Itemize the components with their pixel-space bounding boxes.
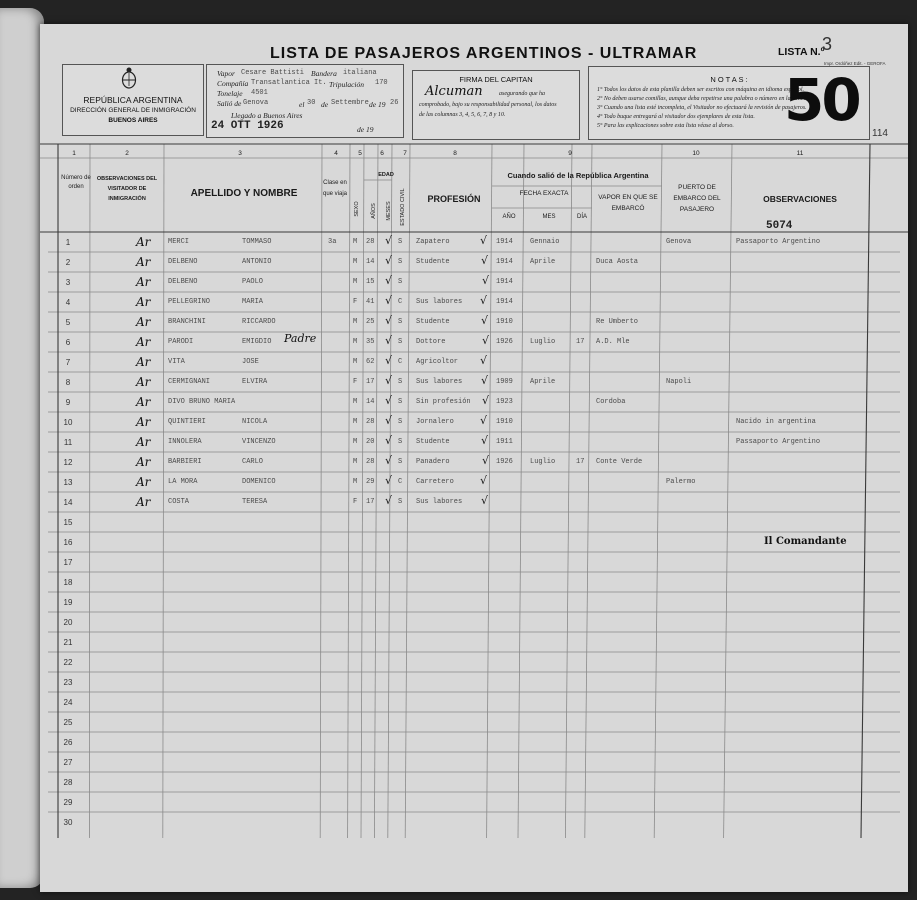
departure-year: 1909 [496, 378, 513, 386]
passenger-list-sheet [40, 24, 908, 892]
passenger-age: 35 [366, 338, 375, 346]
departure-month: Luglio [530, 458, 556, 466]
row-number: 16 [63, 538, 73, 547]
passenger-surname: BRANCHINI [168, 318, 206, 326]
departure-month: Luglio [530, 338, 556, 346]
visitor-check-mark: Ar [136, 415, 151, 429]
passenger-age: 20 [366, 438, 375, 446]
passenger-civil-status: S [398, 418, 403, 426]
row-number: 22 [63, 658, 73, 667]
row-number: 30 [63, 818, 73, 827]
row-number: 6 [65, 338, 71, 347]
lista-label: LISTA N.º [778, 46, 825, 58]
checkmark-icon: √ [385, 494, 393, 507]
passenger-profession: Sus labores [416, 498, 463, 506]
observaciones-number: 5074 [766, 220, 793, 232]
checkmark-icon: √ [481, 494, 489, 507]
passenger-sex: M [353, 318, 358, 326]
salio-el: el [299, 100, 305, 109]
departure-year: 1914 [496, 278, 513, 286]
checkmark-icon: √ [385, 434, 393, 447]
passenger-surname: COSTA [168, 498, 190, 506]
row-number: 17 [63, 558, 73, 567]
departure-year: 1910 [496, 418, 513, 426]
passenger-civil-status: S [398, 318, 403, 326]
passenger-profession: Panadero [416, 458, 450, 466]
passenger-age: 14 [366, 258, 375, 266]
passenger-class: 3a [328, 238, 337, 246]
checkmark-icon: √ [480, 414, 488, 427]
checkmark-icon: √ [480, 354, 488, 367]
note-1: 1° Todos los datos de esta planilla deben ser escritos con máquina en idioma español. [597, 87, 805, 93]
checkmark-icon: √ [385, 474, 393, 487]
departure-year: 1926 [496, 338, 513, 346]
passenger-sex: M [353, 338, 358, 346]
salio-value: Genova [243, 99, 269, 107]
departure-year: 1926 [496, 458, 513, 466]
passenger-sex: F [353, 378, 358, 386]
header-clase: Clase en que viaja [322, 180, 348, 197]
departure-year: 1923 [496, 398, 513, 406]
passenger-surname: MERCI [168, 238, 190, 246]
passenger-civil-status: S [398, 278, 403, 286]
passenger-given-name: TOMMASO [242, 238, 272, 246]
departure-month: Gennaio [530, 238, 560, 246]
passenger-civil-status: S [398, 438, 403, 446]
departure-year: 1910 [496, 318, 513, 326]
col-number-5: 5 [358, 150, 362, 157]
passenger-profession: Sin profesión [416, 398, 471, 406]
captain-signature: Alcuman [425, 84, 483, 99]
row-number: 11 [63, 438, 73, 447]
header-ano: AÑO [502, 214, 516, 220]
salio-label: Salió de [217, 99, 242, 108]
passenger-given-name: PAOLO [242, 278, 264, 286]
passenger-surname: DELBENO [168, 258, 198, 266]
row-number: 5 [65, 318, 71, 327]
row-number: 27 [63, 758, 73, 767]
republic-name: REPÚBLICA ARGENTINA [83, 95, 183, 105]
passenger-sex: M [353, 458, 358, 466]
passenger-given-name: TERESA [242, 498, 268, 506]
header-vapor: VAPOR EN QUE SE EMBARCÓ [598, 194, 658, 212]
note-5: 5° Para las explicaciones sobre esta lista véase al dorso. [597, 123, 734, 129]
col-number-3: 3 [238, 150, 242, 157]
compania-value: Transatlantica It. [251, 79, 327, 87]
visitor-check-mark: Ar [136, 335, 151, 349]
row-number: 2 [65, 258, 71, 267]
checkmark-icon: √ [482, 454, 490, 467]
passenger-given-name: ELVIRA [242, 378, 268, 386]
notes-title: N O T A S : [710, 75, 748, 84]
city-name: BUENOS AIRES [108, 117, 158, 124]
checkmark-icon: √ [385, 274, 393, 287]
checkmark-icon: √ [385, 254, 393, 267]
passenger-profession: Studente [416, 318, 450, 326]
row-number: 28 [63, 778, 73, 787]
embark-port: Napoli [666, 378, 692, 386]
row-number: 3 [65, 278, 71, 287]
checkmark-icon: √ [385, 414, 393, 427]
row-number: 12 [63, 458, 73, 467]
checkmark-icon: √ [385, 234, 393, 247]
header-meses: MESES [386, 201, 392, 221]
departure-year: 1914 [496, 238, 513, 246]
row-number: 21 [63, 638, 73, 647]
header-numero-orden: Número de orden [61, 175, 91, 190]
passenger-age: 17 [366, 498, 375, 506]
passenger-given-name: DOMENICO [242, 478, 276, 486]
passenger-surname: LA MORA [168, 478, 198, 486]
note-4: 4° Todo buque entregará al visitador dos ejemplares de esta lista. [597, 114, 755, 120]
passenger-age: 41 [366, 298, 375, 306]
col-number-10: 10 [692, 150, 700, 157]
passenger-given-name: JOSE [242, 358, 259, 366]
passenger-sex: M [353, 258, 358, 266]
facing-page-edge [0, 8, 44, 888]
col-number-8: 8 [453, 150, 457, 157]
passenger-profession: Agricoltor [416, 358, 459, 366]
visitor-check-mark: Ar [136, 255, 151, 269]
row-observation: Passaporto Argentino [736, 438, 821, 446]
salio-de: de [321, 100, 329, 109]
row-number: 10 [63, 418, 73, 427]
checkmark-icon: √ [482, 274, 490, 287]
passenger-civil-status: C [398, 298, 403, 306]
passenger-surname: CERMIGNANI [168, 378, 211, 386]
header-observaciones: OBSERVACIONES [763, 194, 837, 204]
tripulacion-value: 170 [375, 79, 388, 87]
passenger-civil-status: C [398, 478, 403, 486]
passenger-age: 15 [366, 278, 375, 286]
checkmark-icon: √ [385, 294, 393, 307]
checkmark-icon: √ [482, 394, 490, 407]
padre-annotation: Padre [284, 332, 317, 345]
visitor-check-mark: Ar [136, 275, 151, 289]
visitor-check-mark: Ar [136, 475, 151, 489]
header-estado-civil: ESTADO CIVIL [400, 188, 406, 226]
header-profesion: PROFESIÓN [427, 194, 481, 204]
passenger-surname: INNOLERA [168, 438, 202, 446]
departure-day: 17 [576, 458, 585, 466]
checkmark-icon: √ [482, 334, 490, 347]
checkmark-icon: √ [480, 234, 488, 247]
passenger-civil-status: S [398, 338, 403, 346]
passenger-age: 28 [366, 238, 375, 246]
row-number: 14 [63, 498, 73, 507]
salio-anio-pre: de 19 [369, 100, 386, 109]
checkmark-icon: √ [481, 254, 489, 267]
visitor-check-mark: Ar [136, 295, 151, 309]
header-mes: MES [542, 214, 556, 220]
visitor-check-mark: Ar [136, 395, 151, 409]
passenger-sex: M [353, 418, 358, 426]
passenger-given-name: ANTONIO [242, 258, 272, 266]
header-fecha-exacta: FECHA EXACTA [519, 190, 569, 197]
row-number: 24 [63, 698, 73, 707]
note-2: 2° No deben usarse comillas, aunque deba repetirse una palabra o número en la columna. [597, 96, 815, 102]
salio-dia: 30 [307, 99, 316, 107]
header-cuando-salio: Cuando salió de la República Argentina [507, 171, 649, 180]
departure-year: 1911 [496, 438, 513, 446]
checkmark-icon: √ [385, 374, 393, 387]
checkmark-icon: √ [481, 374, 489, 387]
header-puerto: PUERTO DE EMBARCO DEL PASAJERO [673, 184, 721, 213]
checkmark-icon: √ [385, 314, 393, 327]
passenger-surname: PELLEGRINO [168, 298, 211, 306]
passenger-civil-status: S [398, 498, 403, 506]
departure-month: Aprile [530, 258, 556, 266]
passenger-surname: QUINTIERI [168, 418, 206, 426]
passenger-age: 29 [366, 478, 375, 486]
passenger-surname: DELBENO [168, 278, 198, 286]
visitor-check-mark: Ar [136, 375, 151, 389]
passenger-surname: VITA [168, 358, 185, 366]
vapor-label: Vapor [217, 69, 235, 78]
note-3: 3° Cuando una lista esté incompleta, el Visitador no efectuará la revisión de pasajeros. [597, 105, 807, 111]
row-number: 8 [65, 378, 71, 387]
row-number: 18 [63, 578, 73, 587]
visitor-check-mark: Ar [136, 435, 151, 449]
document-title: LISTA DE PASAJEROS ARGENTINOS - ULTRAMAR [270, 45, 698, 62]
header-sexo: SEXO [354, 201, 360, 217]
passenger-sex: M [353, 358, 358, 366]
passenger-age: 62 [366, 358, 375, 366]
departure-ship: Duca Aosta [596, 258, 639, 266]
passenger-profession: Sus labores [416, 378, 463, 386]
passenger-age: 28 [366, 458, 375, 466]
passenger-profession: Dottore [416, 338, 446, 346]
passenger-profession: Studente [416, 258, 450, 266]
departure-ship: Conte Verde [596, 458, 643, 466]
row-number: 19 [63, 598, 73, 607]
salio-anio: 26 [390, 99, 399, 107]
llegado-date-stamp: 24 OTT 1926 [211, 120, 284, 132]
passenger-civil-status: S [398, 378, 403, 386]
passenger-profession: Zapatero [416, 238, 450, 246]
header-observaciones-visitador: OBSERVACIONES DEL VISITADOR DE INMIGRACIÓN [96, 176, 158, 202]
llegado-label: Llegado a Buenos Aires [231, 111, 303, 120]
passenger-civil-status: C [398, 358, 403, 366]
row-number: 29 [63, 798, 73, 807]
departure-ship: Cordoba [596, 398, 626, 406]
passenger-given-name: NICOLA [242, 418, 268, 426]
col-number-11: 11 [796, 150, 804, 157]
row-number: 25 [63, 718, 73, 727]
visitor-check-mark: Ar [136, 235, 151, 249]
vapor-value: Cesare Battisti [241, 69, 305, 77]
row-observation: Passaporto Argentino [736, 238, 821, 246]
passenger-profession: Sus labores [416, 298, 463, 306]
header-dia: DÍA [576, 214, 587, 220]
checkmark-icon: √ [385, 454, 393, 467]
passenger-age: 28 [366, 418, 375, 426]
passenger-sex: M [353, 438, 358, 446]
row-number: 7 [65, 358, 71, 367]
passenger-given-name: MARIA [242, 298, 264, 306]
list-stamp-number: 50 [784, 66, 859, 134]
header-apellido-nombre: APELLIDO Y NOMBRE [190, 188, 298, 199]
comandante-signature-line: Il Comandante [764, 536, 847, 547]
checkmark-icon: √ [385, 394, 393, 407]
bandera-value: italiana [343, 69, 377, 77]
salio-mes: Settembre [331, 99, 369, 107]
passenger-profession: Studente [416, 438, 450, 446]
visitor-check-mark: Ar [136, 355, 151, 369]
checkmark-icon: √ [480, 474, 488, 487]
checkmark-icon: √ [385, 334, 393, 347]
passenger-civil-status: S [398, 238, 403, 246]
checkmark-icon: √ [385, 354, 393, 367]
firma-text-1: asegurando que ha [499, 91, 545, 97]
departure-day: 17 [576, 338, 585, 346]
passenger-given-name: RICCARDO [242, 318, 276, 326]
col-number-6: 6 [380, 150, 384, 157]
passenger-sex: M [353, 238, 358, 246]
tonelaje-label: Tonelaje [217, 89, 243, 98]
passenger-sex: M [353, 278, 358, 286]
tonelaje-value: 4501 [251, 89, 268, 97]
passenger-civil-status: S [398, 258, 403, 266]
col-number-4: 4 [334, 150, 338, 157]
row-number: 20 [63, 618, 73, 627]
passenger-surname: PARODI [168, 338, 194, 346]
firma-text-2: comprobado, bajo su responsabilidad personal, los datos [419, 102, 557, 108]
embark-port: Palermo [666, 478, 696, 486]
departure-ship: Re Umberto [596, 318, 639, 326]
passenger-sex: M [353, 398, 358, 406]
firma-text-3: de las columnas 3, 4, 5, 6, 7, 8 y 10. [419, 112, 506, 118]
col-number-7: 7 [403, 150, 407, 157]
row-number: 23 [63, 678, 73, 687]
col-number-2: 2 [125, 150, 129, 157]
col-number-9: 9 [568, 150, 572, 157]
visitor-check-mark: Ar [136, 495, 151, 509]
header-edad: EDAD [378, 172, 394, 178]
compania-label: Compañía [217, 79, 249, 88]
passenger-surname: DIVO BRUNO MARIA [168, 398, 236, 406]
direction-name: DIRECCIÓN GENERAL DE INMIGRACIÓN [70, 107, 196, 114]
margin-number: 114 [872, 128, 888, 139]
firma-title: FIRMA DEL CAPITAN [459, 75, 533, 84]
passenger-profession: Jornalero [416, 418, 454, 426]
printer-imprint: Impr. Ordóñez Edit. - GEROFA [824, 61, 886, 66]
lista-number: 3 [822, 34, 833, 54]
tripulacion-label: Tripulación [329, 80, 365, 89]
passenger-civil-status: S [398, 458, 403, 466]
departure-ship: A.D. Mle [596, 338, 630, 346]
row-observation: Nacido in argentina [736, 418, 816, 426]
row-number: 4 [65, 298, 71, 307]
row-number: 13 [63, 478, 73, 487]
bandera-label: Bandera [311, 69, 337, 78]
embark-port: Genova [666, 238, 692, 246]
passenger-given-name: CARLO [242, 458, 264, 466]
passenger-surname: BARBIERI [168, 458, 202, 466]
llegado-anio: de 19 [357, 125, 374, 134]
col-number-1: 1 [72, 150, 76, 157]
passenger-age: 17 [366, 378, 375, 386]
departure-month: Aprile [530, 378, 556, 386]
passenger-age: 25 [366, 318, 375, 326]
departure-year: 1914 [496, 298, 513, 306]
row-number: 15 [63, 518, 73, 527]
visitor-check-mark: Ar [136, 315, 151, 329]
passenger-civil-status: S [398, 398, 403, 406]
passenger-given-name: VINCENZO [242, 438, 276, 446]
checkmark-icon: √ [481, 434, 489, 447]
row-number: 9 [65, 398, 71, 407]
passenger-sex: M [353, 478, 358, 486]
passenger-sex: F [353, 498, 358, 506]
passenger-sex: F [353, 298, 358, 306]
visitor-check-mark: Ar [136, 455, 151, 469]
row-number: 1 [65, 238, 71, 247]
row-number: 26 [63, 738, 73, 747]
header-anos: AÑOS [371, 203, 377, 219]
passenger-rows [40, 24, 908, 892]
passenger-profession: Carretero [416, 478, 454, 486]
checkmark-icon: √ [481, 314, 489, 327]
passenger-given-name: EMIGDIO [242, 338, 272, 346]
departure-year: 1914 [496, 258, 513, 266]
passenger-age: 14 [366, 398, 375, 406]
checkmark-icon: √ [480, 294, 488, 307]
